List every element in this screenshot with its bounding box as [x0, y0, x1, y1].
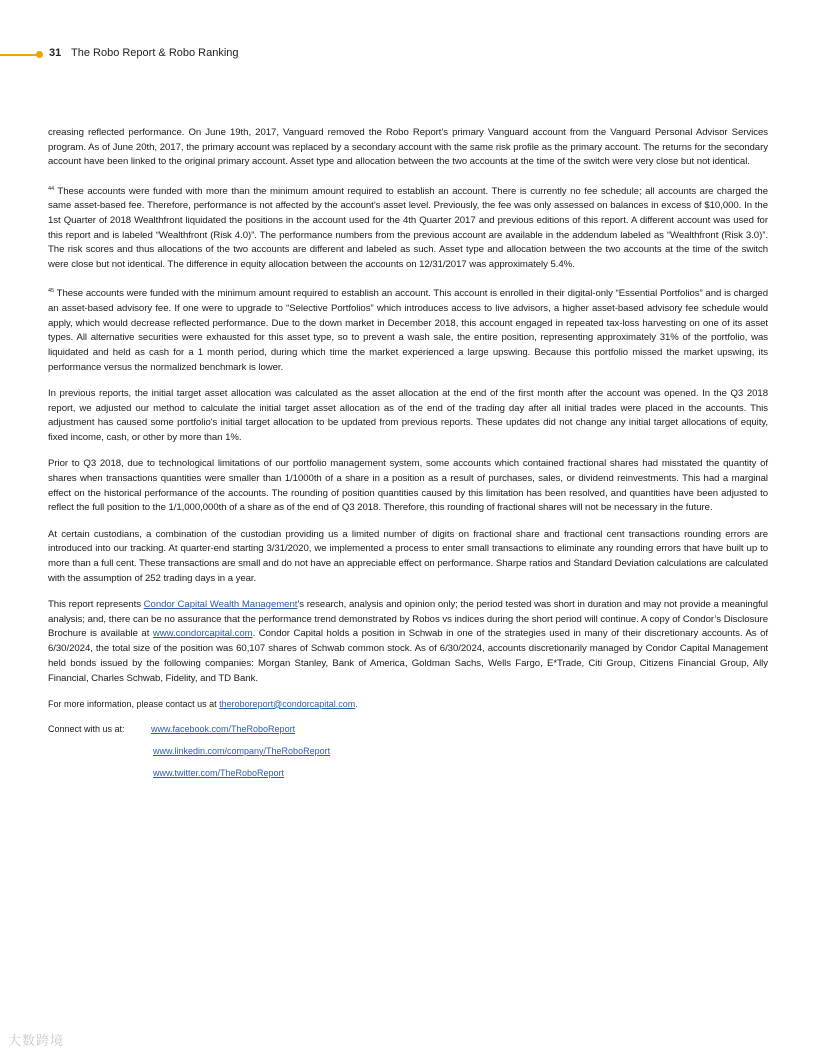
paragraph-target-allocation: In previous reports, the initial target asset allocation was calculated as the asset allocation at the end of the first month after the account was opened. In the Q3 2018 report, we adjusted our method to calculate the initial target asset allocation as of the end of the trading day after all initial trades were placed in the accounts. This adjustment has caused some portfolio's initial target allocation to be updated from previous reports. These updates did not change any initial target allocations of equity, fixed income, cash, or other by more than 1%. — [48, 388, 768, 444]
page-body — [48, 126, 768, 794]
footnote-marker: 44 — [48, 185, 55, 192]
footnote-marker: 45 — [48, 288, 55, 295]
twitter-link[interactable]: www.twitter.com/TheRoboReport — [153, 767, 285, 778]
condor-capital-link[interactable]: Condor Capital Wealth Management — [143, 598, 298, 610]
page-number: 31 — [49, 47, 62, 59]
report-title: The Robo Report & Robo Ranking — [71, 47, 239, 59]
facebook-link[interactable]: www.facebook.com/TheRoboReport — [151, 723, 296, 734]
header-accent-dot — [36, 51, 43, 58]
condor-website-link[interactable]: www.condorcapital.com — [152, 628, 253, 640]
watermark: 大数跨境 — [8, 1033, 65, 1048]
page-header — [0, 46, 400, 64]
paragraph-fractional-shares: Prior to Q3 2018, due to technological limitations of our portfolio management system, some accounts which contained fractional shares had misstated the quantity of shares when transactions quantities were smaller than 1/1000th of a share in a position as a result of purchases, sales, or dividend reinvestments. This had a marginal effect on the historical performance of the accounts. The rounding of position quantities caused by this limitation has been resolved, and quantities have been adjusted to reflect the full position to the 1/1,000,000th of a share as of the end of Q3 2018. Therefore, this rounding of fractional shares will not be necessary in the future. — [48, 458, 768, 514]
footnote-44: $^{44}$ These accounts were funded with more than the minimum amount required to establish an account. There is currently no fee schedule; all accounts are charged the same asset-based fee. Therefore, performance is not affected by the account’s asset level. Previously, the fee was only assessed on balances in excess of $10,000. In the 1st Quarter of 2018 Wealthfront liquidated the positions in the account used for the 4th Quarter 2017 and previous editions of this report. A different account was used for this report and is labeled “Wealthfront (Risk 4.0)”. The performance numbers from the previous account are available in the addendum labeled as “Wealthfront (Risk 3.0)”. The risk scores and thus allocations of the two accounts are different and labeled as such. Asset type and allocation between the two accounts at the time of the switch were close but not identical. The difference in equity allocation between the accounts on 12/31/2017 was approximately 5.4%. — [48, 185, 768, 271]
header-accent-rule — [0, 54, 38, 56]
paragraph-continuation: creasing reflected performance. On June 19th, 2017, Vanguard removed the Robo Report’s primary Vanguard account from the Vanguard Personal Advisor Services program. As of June 20th, 2017, the primary account was replaced by a secondary account with the same risk profile as the primary account. The returns for the secondary account have been linked to the original primary account. Asset type and allocation between the two accounts at the time of the switch were very close but not identical. — [48, 127, 768, 168]
paragraph-rounding-errors: At certain custodians, a combination of the custodian providing us a limited number of digits on fractional share and fractional cent transactions rounding errors are introduced into our tracking. At quarter-end starting 3/31/2020, we implemented a process to enter small transactions to eliminate any rounding errors that have built up to more than a full cent. These transactions are small and do not have an appreciable effect on performance. Sharpe ratios and Standard Deviation calculations are calculated with the assumption of 252 trading days in a year. — [48, 528, 768, 584]
contact-line: For more information, please contact us at theroboreport@condorcapital.com. — [48, 698, 358, 709]
connect-label: Connect with us at: — [48, 723, 125, 734]
social-links — [48, 724, 768, 794]
footnote-45: $^{45}$ These accounts were funded with the minimum amount required to establish an account. This account is enrolled in their digital-only “Essential Portfolios” and is charged an asset-based advisory fee. If one were to upgrade to “Selective Portfolios” which introduces access to live advisors, a higher asset-based advisory fee schedule would apply, which would decrease reflected performance. Due to the down market in December 2018, this account engaged in repeated tax-loss harvesting on one of its asset types. All alternative securities were exhausted for this asset type, so to prevent a wash sale, the entire position, representing approximately 31% of the portfolio, was liquidated and held as cash for a 1 month period, during which time the market experienced a large upswing. Because this portfolio missed the market upswing, its performance versus the normalized benchmark is lower. — [48, 288, 768, 373]
paragraph-disclosure: This report represents Condor Capital Wealth Management’s research, analysis and opinion only; the period tested was short in duration and may not provide a meaningful analysis; and, there can be no assurance that the performance trend demonstrated by Robos vs indices during the short period will continue. A copy of Condor’s Disclosure Brochure is available at www.condorcapital.com. Condor Capital holds a position in Schwab in one of the strategies used in many of their discretionary accounts. As of 6/30/2024, the total size of the position was 60,107 shares of Schwab common stock. As of 6/30/2024, accounts discretionarily managed by Condor Capital Management held bonds issued by the following companies: Morgan Stanley, Bank of America, Goldman Sachs, Wells Fargo, E*Trade, Citi Group, Citizens Financial Group, Ally Financial, Charles Schwab, Fidelity, and TD Bank. — [48, 598, 769, 684]
contact-email-link[interactable]: theroboreport@condorcapital.com — [219, 698, 356, 709]
linkedin-link[interactable]: www.linkedin.com/company/TheRoboReport — [153, 745, 331, 756]
